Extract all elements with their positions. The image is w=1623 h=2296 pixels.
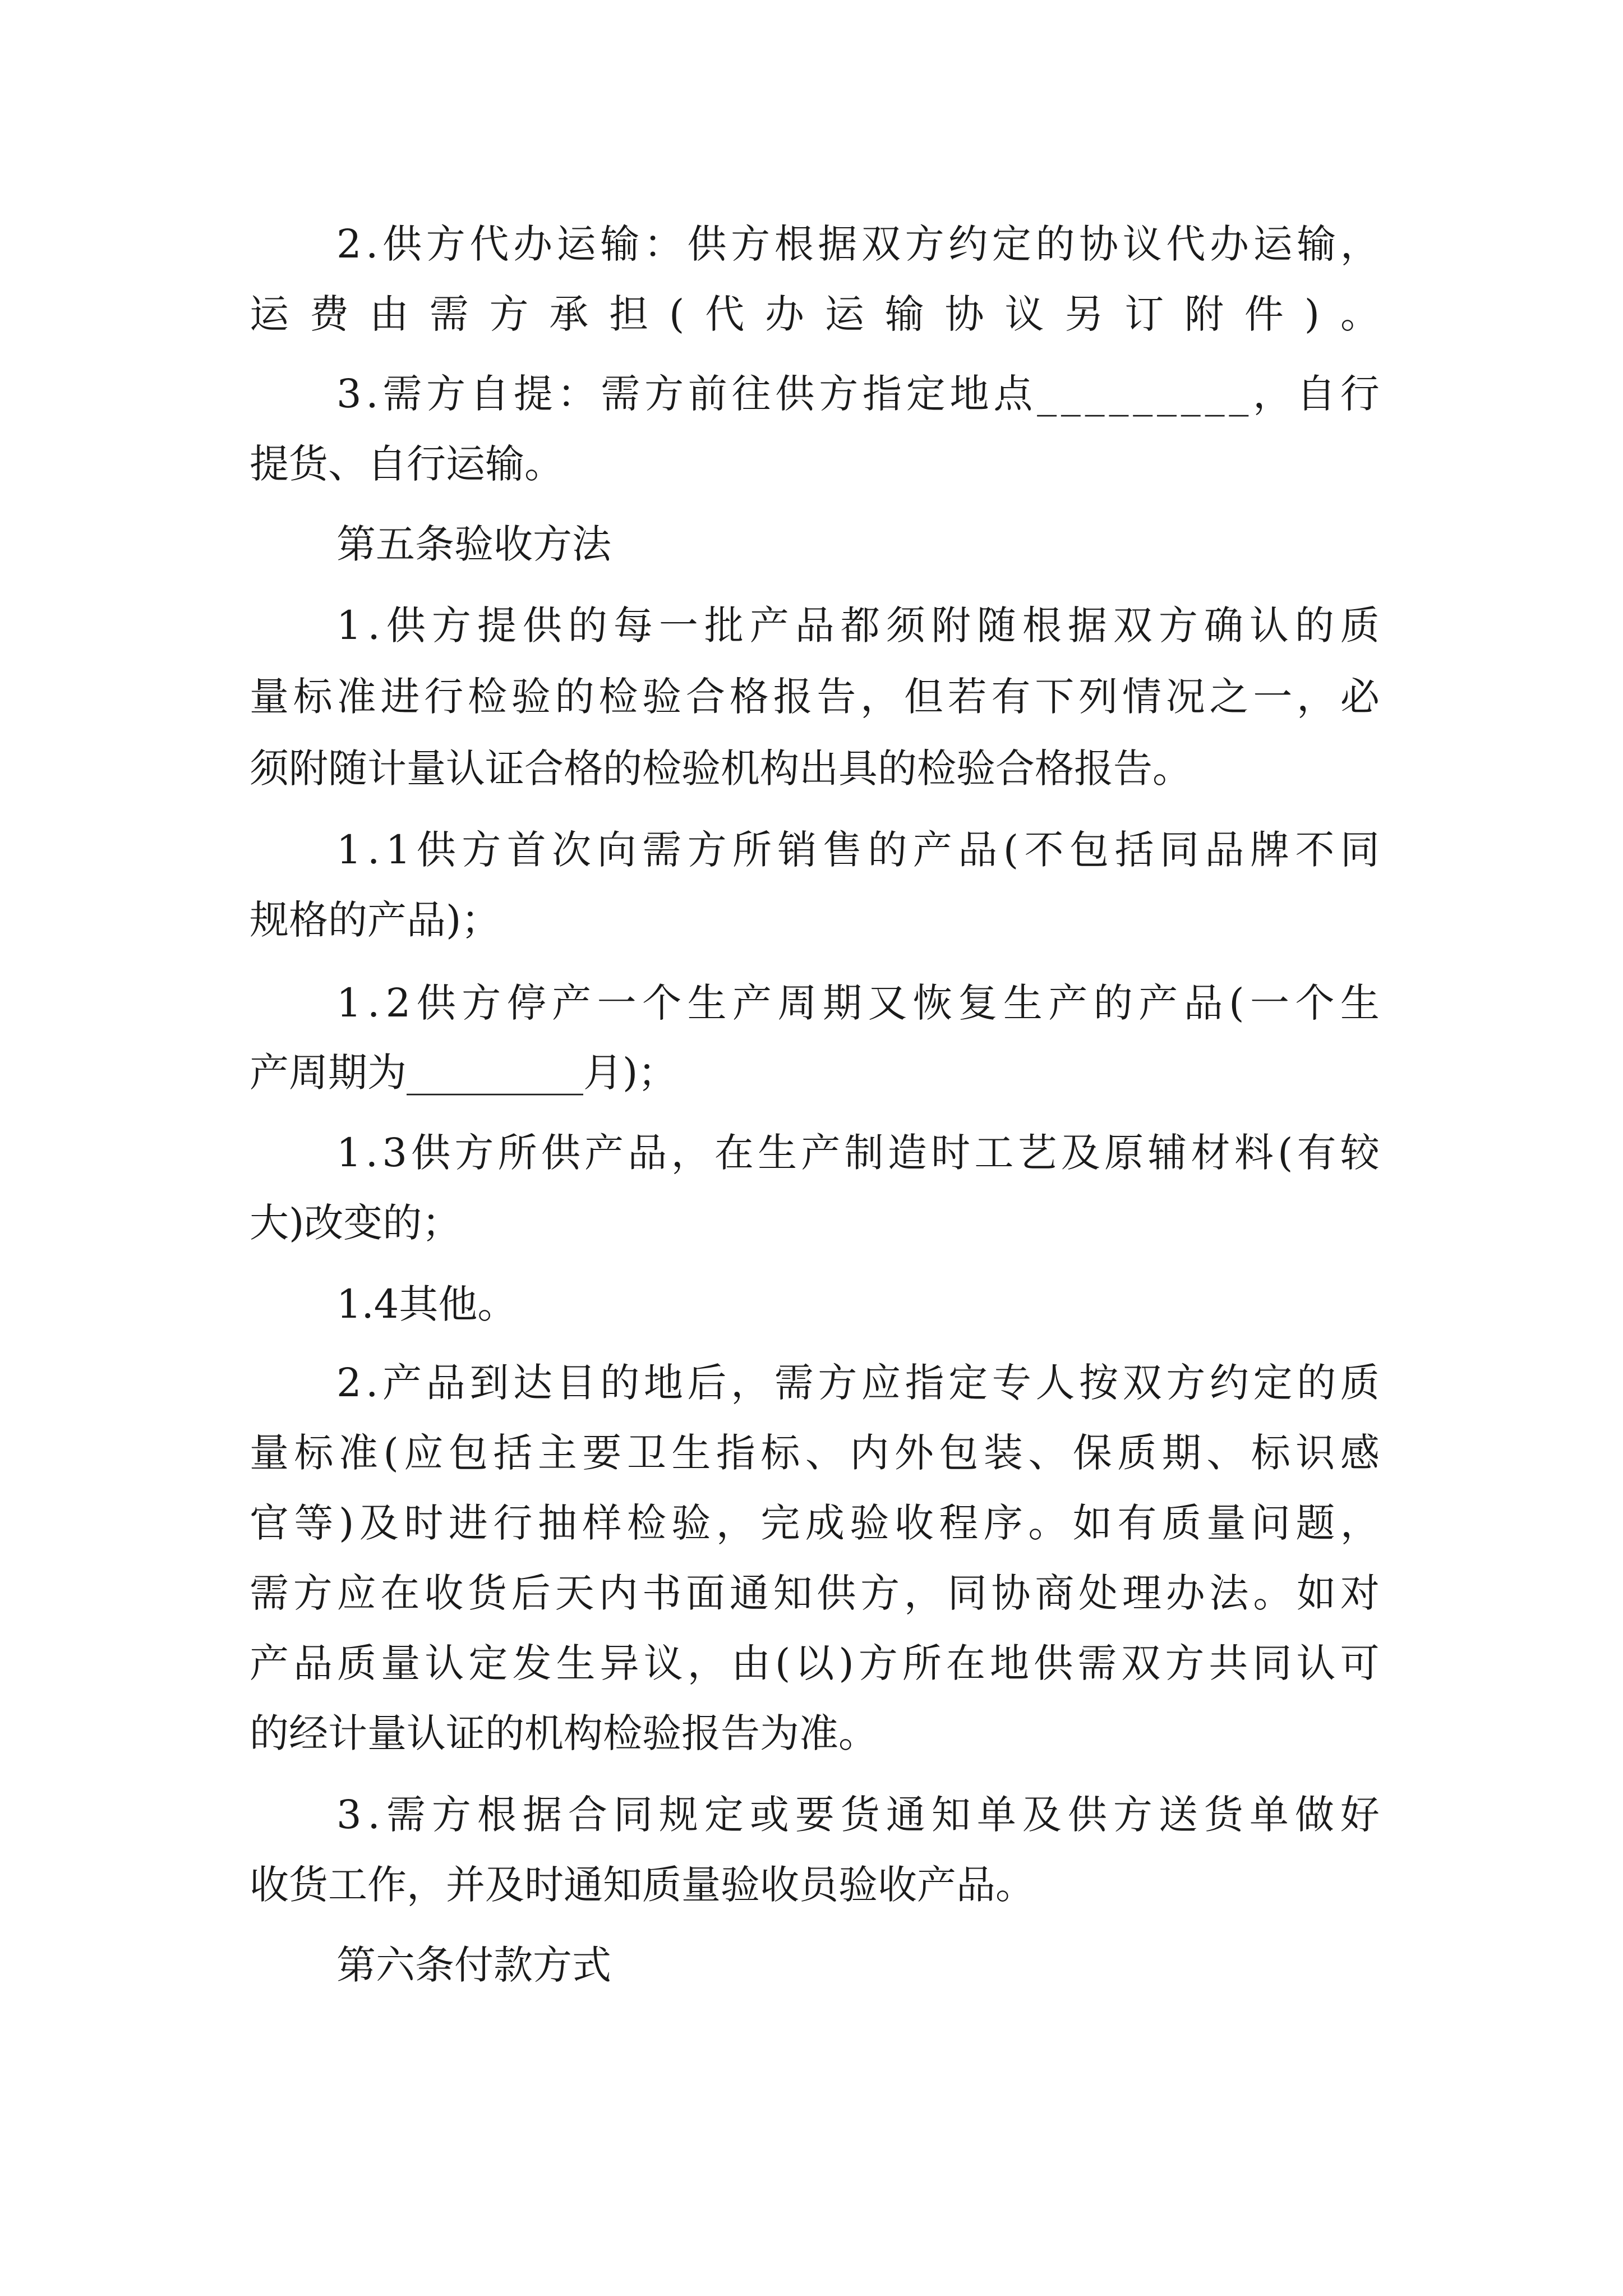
- text-line-12: 产周期为_________月)；: [250, 1050, 677, 1096]
- text-line-6: 1 . 供 方 提 供 的 每 一 批 产 品 都 须 附 随 根 据 双 方 确 认 的 质: [336, 602, 1380, 648]
- text-line-1: 2 . 供 方 代 办 运 输 ： 供 方 根 据 双 方 约 定 的 协 议 代 办 运 输 ，: [336, 221, 1380, 267]
- text-line-18: 官 等 ) 及 时 进 行 抽 样 检 验 ， 完 成 验 收 程 序 。 如 有 质 量 问 题 ，: [250, 1500, 1380, 1546]
- section-heading-5: 第五条验收方法: [336, 521, 611, 567]
- section-heading-24: 第六条付款方式: [336, 1942, 611, 1988]
- text-line-3: 3 . 需 方 自 提 ： 需 方 前 往 供 方 指 定 地 点 _ _ _ _ _ _ _ _ _ ， 自 行: [336, 371, 1380, 417]
- text-line-23: 收货工作，并及时通知质量验收员验收产品。: [250, 1862, 1035, 1908]
- text-line-14: 大)改变的；: [250, 1200, 462, 1246]
- text-line-16: 2 . 产 品 到 达 目 的 地 后 ， 需 方 应 指 定 专 人 按 双 方 约 定 的 质: [336, 1360, 1380, 1406]
- text-line-13: 1 . 3 供 方 所 供 产 品 ， 在 生 产 制 造 时 工 艺 及 原 辅 材 料 ( 有 较: [336, 1130, 1380, 1176]
- text-line-15: 1.4其他。: [336, 1281, 517, 1327]
- text-line-22: 3 . 需 方 根 据 合 同 规 定 或 要 货 通 知 单 及 供 方 送 货 单 做 好: [336, 1792, 1380, 1838]
- text-line-20: 产 品 质 量 认 定 发 生 异 议 ， 由 ( 以 ) 方 所 在 地 供 需 双 方 共 同 认 可: [250, 1640, 1380, 1686]
- text-line-17: 量 标 准 ( 应 包 括 主 要 卫 生 指 标 、 内 外 包 装 、 保 质 期 、 标 识 感: [250, 1430, 1380, 1476]
- text-line-21: 的经计量认证的机构检验报告为准。: [250, 1710, 878, 1756]
- text-line-2: 运 费 由 需 方 承 担 ( 代 办 运 输 协 议 另 订 附 件 ) 。: [250, 291, 1380, 337]
- text-line-19: 需 方 应 在 收 货 后 天 内 书 面 通 知 供 方 ， 同 协 商 处 理 办 法 。 如 对: [250, 1570, 1380, 1616]
- text-line-11: 1 . 2 供 方 停 产 一 个 生 产 周 期 又 恢 复 生 产 的 产 品 ( 一 个 生: [336, 980, 1380, 1026]
- text-line-10: 规格的产品)；: [250, 897, 501, 943]
- text-line-4: 提货、自行运输。: [250, 441, 564, 487]
- text-line-7: 量 标 准 进 行 检 验 的 检 验 合 格 报 告 ， 但 若 有 下 列 情 况 之 一 ， 必: [250, 674, 1380, 720]
- text-line-9: 1 . 1 供 方 首 次 向 需 方 所 销 售 的 产 品 ( 不 包 括 同 品 牌 不 同: [336, 827, 1380, 873]
- text-line-8: 须附随计量认证合格的检验机构出具的检验合格报告。: [250, 746, 1192, 792]
